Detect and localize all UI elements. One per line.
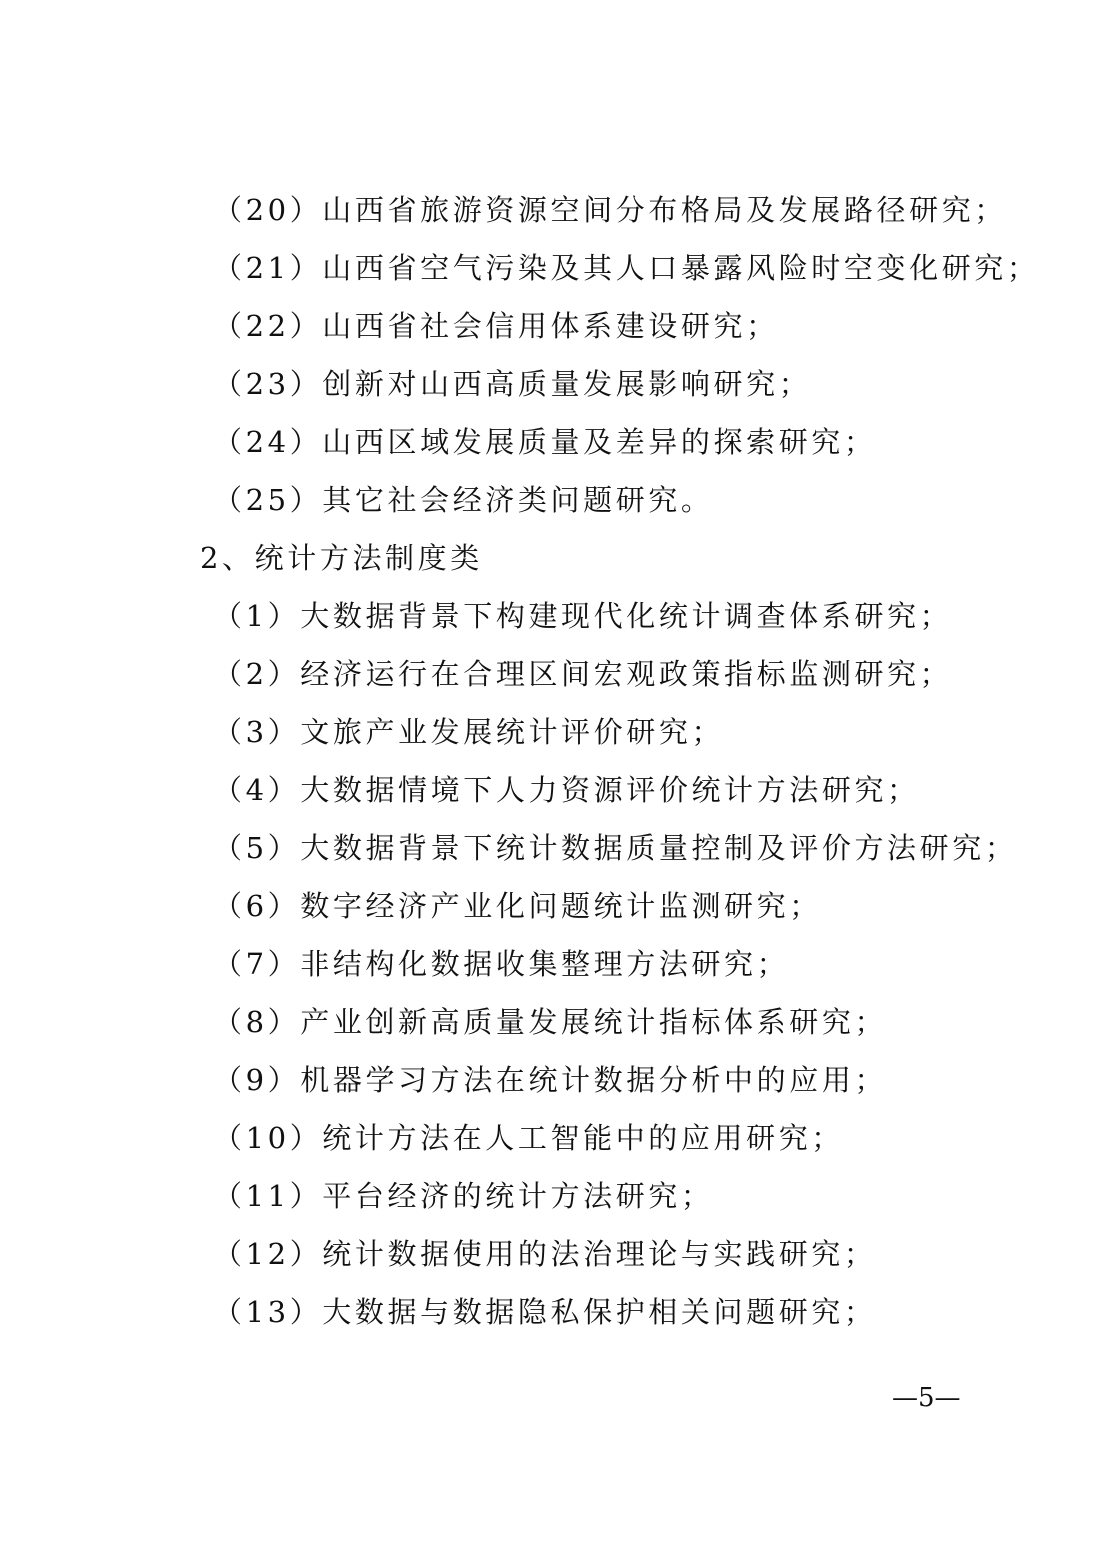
section-heading: 2、统计方法制度类 [200, 541, 483, 575]
list-item: （7）非结构化数据收集整理方法研究； [213, 947, 790, 981]
list-item: （6）数字经济产业化问题统计监测研究； [213, 889, 822, 923]
list-item: （13）大数据与数据隐私保护相关问题研究； [213, 1295, 877, 1329]
list-item: （2）经济运行在合理区间宏观政策指标监测研究； [213, 657, 953, 691]
list-item: （4）大数据情境下人力资源评价统计方法研究； [213, 773, 920, 807]
list-item: （1）大数据背景下构建现代化统计调查体系研究； [213, 599, 953, 633]
list-item: （3）文旅产业发展统计评价研究； [213, 715, 725, 749]
document-body [0, 181, 1100, 1341]
list-item: （9）机器学习方法在统计数据分析中的应用； [213, 1063, 888, 1097]
list-item: （5）大数据背景下统计数据质量控制及评价方法研究； [213, 831, 1018, 865]
list-item: （24）山西区域发展质量及差异的探索研究； [213, 425, 877, 459]
list-item: （23）创新对山西高质量发展影响研究； [213, 367, 812, 401]
list-item: （12）统计数据使用的法治理论与实践研究； [213, 1237, 877, 1271]
list-item: （8）产业创新高质量发展统计指标体系研究； [213, 1005, 888, 1039]
page-number: —5— [892, 1383, 961, 1413]
list-item: （20）山西省旅游资源空间分布格局及发展路径研究； [213, 193, 1007, 227]
list-item: （21）山西省空气污染及其人口暴露风险时空变化研究； [213, 251, 1040, 285]
list-item: （11）平台经济的统计方法研究； [213, 1179, 714, 1213]
list-item: （25）其它社会经济类问题研究。 [213, 483, 714, 517]
list-item: （22）山西省社会信用体系建设研究； [213, 309, 779, 343]
list-item: （10）统计方法在人工智能中的应用研究； [213, 1121, 844, 1155]
